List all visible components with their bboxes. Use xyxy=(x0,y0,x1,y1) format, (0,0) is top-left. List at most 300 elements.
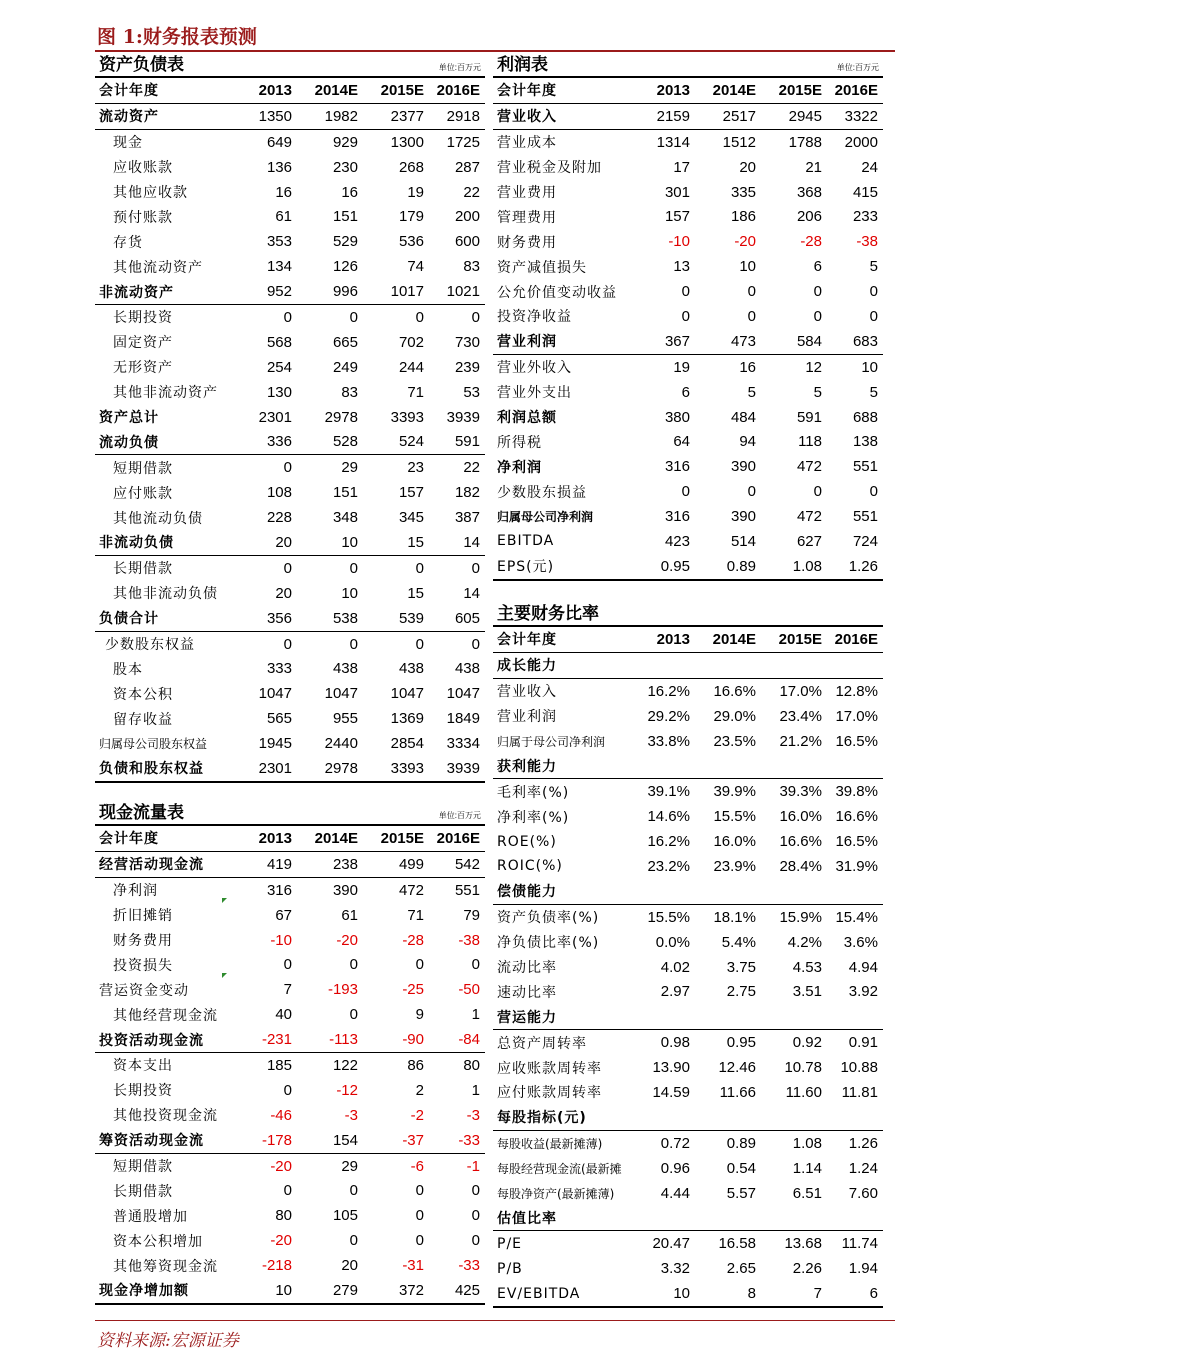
row-value: 16.2% xyxy=(647,682,690,700)
table-row xyxy=(95,656,485,681)
row-label: 营运能力 xyxy=(493,1004,633,1029)
row-value: 185 xyxy=(266,1056,292,1074)
cash-flow-table xyxy=(95,826,485,1305)
header-year: 2015E xyxy=(761,627,827,652)
row-value: 1.94 xyxy=(848,1260,878,1278)
table-row xyxy=(95,180,485,205)
row-value: 0 xyxy=(349,559,358,577)
row-value: 1021 xyxy=(429,279,485,304)
row-value: 473 xyxy=(695,329,761,354)
row-label: 营运资金变动 xyxy=(99,982,189,999)
income-statement-unit: 单位:百万元 xyxy=(836,63,879,72)
row-value: 2301 xyxy=(235,756,297,782)
row-value: -20 xyxy=(734,233,756,251)
row-value: 0.98 xyxy=(660,1034,690,1052)
income-statement-table xyxy=(493,78,883,581)
table-row xyxy=(493,979,883,1004)
cash-flow-unit: 单位:百万元 xyxy=(438,811,481,820)
row-value: 591 xyxy=(429,429,485,454)
row-label: 营业利润 xyxy=(497,709,557,726)
table-row xyxy=(95,355,485,380)
row-value: 0 xyxy=(283,635,292,653)
row-label: EPS(元) xyxy=(493,554,633,580)
income-statement-title: 利润表 xyxy=(497,55,548,75)
row-value: 0 xyxy=(283,459,292,477)
row-value: -1 xyxy=(466,1157,480,1175)
row-value: 61 xyxy=(341,906,358,924)
row-value: 22 xyxy=(463,459,480,477)
row-label: 其他投资现金流 xyxy=(113,1108,218,1125)
row-value: 565 xyxy=(266,710,292,728)
row-label: 获利能力 xyxy=(493,753,633,778)
row-value: 0 xyxy=(813,307,822,325)
row-value: 83 xyxy=(463,258,480,276)
table-row xyxy=(493,1004,883,1029)
row-value: 29.0% xyxy=(713,707,756,725)
row-label: 净负债比率(%) xyxy=(497,935,600,952)
row-value: 1.14 xyxy=(792,1159,822,1177)
row-value: 0 xyxy=(349,1182,358,1200)
row-value: 19 xyxy=(407,183,424,201)
row-label: 应收账款 xyxy=(113,160,173,177)
table-row xyxy=(493,930,883,955)
row-value: 3322 xyxy=(827,103,883,129)
row-label: 经营活动现金流 xyxy=(95,851,235,877)
row-value: 7 xyxy=(761,1281,827,1307)
row-value: 182 xyxy=(454,484,480,502)
row-label: 每股经营现金流(最新摊 xyxy=(497,1161,622,1176)
table-row xyxy=(95,1178,485,1203)
header-year: 2014E xyxy=(297,826,363,851)
row-value: 0 xyxy=(813,283,822,301)
row-value: 2440 xyxy=(324,735,358,753)
row-value: 71 xyxy=(407,906,424,924)
row-value xyxy=(633,879,695,904)
row-value: 0.54 xyxy=(726,1159,756,1177)
row-label: 长期投资 xyxy=(113,1083,173,1100)
row-label: 预付账款 xyxy=(113,209,173,226)
row-value: 0 xyxy=(747,307,756,325)
financial-ratios-header xyxy=(493,601,883,627)
row-value: -20 xyxy=(270,1157,292,1175)
row-value: 1047 xyxy=(258,685,292,703)
row-value: 80 xyxy=(275,1207,292,1225)
table-row xyxy=(95,903,485,928)
row-value: 2 xyxy=(415,1081,424,1099)
row-value: 539 xyxy=(363,606,429,631)
row-value: 529 xyxy=(332,233,358,251)
row-value: 3.51 xyxy=(792,983,822,1001)
row-value: 2.97 xyxy=(660,983,690,1001)
row-label: 非流动负债 xyxy=(95,530,235,555)
header-year: 2016E xyxy=(429,826,485,851)
row-value: 6 xyxy=(681,383,690,401)
table-header-row xyxy=(95,826,485,851)
table-row xyxy=(493,1181,883,1206)
row-value: 7 xyxy=(283,981,292,999)
row-value: 0.89 xyxy=(695,554,761,580)
row-label: 归属母公司股东权益 xyxy=(99,737,208,752)
row-value xyxy=(827,652,883,678)
row-label: 应付账款周转率 xyxy=(497,1085,602,1102)
row-value: 2.75 xyxy=(726,983,756,1001)
table-row xyxy=(95,204,485,229)
row-value: 31.9% xyxy=(835,857,878,875)
row-value: 649 xyxy=(266,133,292,151)
table-row xyxy=(493,405,883,430)
table-row xyxy=(493,354,883,379)
row-value: 0 xyxy=(415,308,424,326)
row-value: -38 xyxy=(458,931,480,949)
row-value: 551 xyxy=(454,881,480,899)
row-value: 268 xyxy=(398,158,424,176)
header-year: 2013 xyxy=(633,78,695,103)
row-value: 179 xyxy=(398,208,424,226)
table-row xyxy=(493,304,883,329)
row-value: 390 xyxy=(730,508,756,526)
table-row xyxy=(493,729,883,754)
table-row xyxy=(95,977,485,1002)
header-label: 会计年度 xyxy=(493,78,633,103)
row-value: -84 xyxy=(429,1027,485,1052)
row-value: 1849 xyxy=(446,710,480,728)
row-value xyxy=(761,1004,827,1029)
row-label: 资产减值损失 xyxy=(497,259,587,276)
row-value: -90 xyxy=(363,1027,429,1052)
table-row xyxy=(95,706,485,731)
row-value: -10 xyxy=(668,233,690,251)
table-row xyxy=(493,504,883,529)
table-row xyxy=(493,103,883,129)
row-value: 425 xyxy=(429,1278,485,1304)
row-label: 每股指标(元) xyxy=(493,1105,633,1130)
row-value: 28.4% xyxy=(779,857,822,875)
row-value: 568 xyxy=(266,333,292,351)
table-row xyxy=(95,1153,485,1178)
row-value: 0 xyxy=(681,483,690,501)
row-value: -38 xyxy=(856,233,878,251)
row-value: 584 xyxy=(761,329,827,354)
row-value: 0.92 xyxy=(792,1034,822,1052)
table-row xyxy=(95,1027,485,1052)
row-value: 249 xyxy=(332,358,358,376)
row-label: 归属于母公司净利润 xyxy=(497,734,606,749)
row-value xyxy=(633,652,695,678)
row-value: -178 xyxy=(235,1128,297,1153)
row-value: 14.6% xyxy=(647,808,690,826)
table-row xyxy=(493,155,883,180)
row-value xyxy=(827,753,883,778)
row-value: 1300 xyxy=(390,133,424,151)
row-value: 154 xyxy=(297,1128,363,1153)
row-value: 11.60 xyxy=(785,1083,822,1101)
row-value: 2978 xyxy=(297,756,363,782)
row-value: 1788 xyxy=(788,133,822,151)
row-value: 387 xyxy=(454,509,480,527)
row-value: 423 xyxy=(664,532,690,550)
row-value: 0 xyxy=(283,308,292,326)
income-statement xyxy=(493,52,883,581)
row-label: 存货 xyxy=(113,234,143,251)
row-label: 普通股增加 xyxy=(113,1208,188,1225)
table-row xyxy=(493,180,883,205)
row-value: 233 xyxy=(852,208,878,226)
row-value: 1314 xyxy=(656,133,690,151)
row-value: 438 xyxy=(454,660,480,678)
row-value: 39.9% xyxy=(713,783,756,801)
row-value xyxy=(695,652,761,678)
row-value: 1.24 xyxy=(848,1159,878,1177)
balance-sheet xyxy=(95,52,485,783)
table-row xyxy=(493,1130,883,1155)
row-value: 372 xyxy=(363,1278,429,1304)
figure-title: 图 1:财务报表预测 xyxy=(97,26,257,48)
row-value: 8 xyxy=(695,1281,761,1307)
row-value: 301 xyxy=(664,183,690,201)
row-value: 353 xyxy=(266,233,292,251)
row-value: 16 xyxy=(739,358,756,376)
row-value: 0 xyxy=(471,1232,480,1250)
row-value: 1.08 xyxy=(761,554,827,580)
table-row xyxy=(95,229,485,254)
row-value: 279 xyxy=(297,1278,363,1304)
row-value: 0 xyxy=(681,283,690,301)
row-value: -50 xyxy=(458,981,480,999)
row-value: 0 xyxy=(415,1182,424,1200)
row-value: 94 xyxy=(739,433,756,451)
row-value: 16.6% xyxy=(835,808,878,826)
row-value: -3 xyxy=(344,1106,358,1124)
row-value: 6 xyxy=(813,258,822,276)
row-value: 39.8% xyxy=(835,783,878,801)
row-value: 542 xyxy=(429,851,485,877)
table-row xyxy=(95,380,485,405)
row-value: 108 xyxy=(266,484,292,502)
row-value: 0 xyxy=(283,1081,292,1099)
row-value: 10 xyxy=(861,358,878,376)
row-value: 0.95 xyxy=(633,554,695,580)
row-value: -46 xyxy=(270,1106,292,1124)
table-row xyxy=(493,854,883,879)
row-value: 3.6% xyxy=(843,933,878,951)
row-value: -3 xyxy=(466,1106,480,1124)
row-value: 0 xyxy=(471,308,480,326)
header-year: 2013 xyxy=(633,627,695,652)
row-value: 16.6% xyxy=(779,833,822,851)
row-value: 1017 xyxy=(363,279,429,304)
header-year: 2016E xyxy=(429,78,485,103)
table-row xyxy=(493,380,883,405)
row-value: 335 xyxy=(730,183,756,201)
row-value xyxy=(761,1105,827,1130)
row-label: 负债合计 xyxy=(95,606,235,631)
row-value: 316 xyxy=(664,458,690,476)
row-label: 少数股东损益 xyxy=(497,484,587,501)
row-value: 0 xyxy=(415,559,424,577)
row-value: 1047 xyxy=(446,685,480,703)
row-label: 营业成本 xyxy=(497,135,557,152)
row-value xyxy=(827,1004,883,1029)
row-value: 1982 xyxy=(297,103,363,129)
row-value: 472 xyxy=(796,458,822,476)
row-value: 53 xyxy=(463,383,480,401)
row-value: 20 xyxy=(739,158,756,176)
row-value: 10 xyxy=(739,258,756,276)
row-value: 14 xyxy=(429,530,485,555)
row-label: 所得税 xyxy=(497,434,542,451)
row-value: 345 xyxy=(398,509,424,527)
table-row xyxy=(493,1105,883,1130)
header-label: 会计年度 xyxy=(95,78,235,103)
row-value: 18.1% xyxy=(713,908,756,926)
row-value: 14.59 xyxy=(652,1083,690,1101)
row-value: 316 xyxy=(266,881,292,899)
row-value: 438 xyxy=(332,660,358,678)
row-value: 5.4% xyxy=(721,933,756,951)
row-value: 10 xyxy=(297,530,363,555)
row-value: 2945 xyxy=(761,103,827,129)
row-value: 1 xyxy=(471,1006,480,1024)
row-label: 速动比率 xyxy=(497,984,557,1001)
row-value: 254 xyxy=(266,358,292,376)
row-value: 23.5% xyxy=(713,732,756,750)
row-value xyxy=(695,1004,761,1029)
row-value: 10 xyxy=(341,584,358,602)
table-row xyxy=(95,928,485,953)
table-row xyxy=(95,606,485,631)
balance-sheet-header xyxy=(95,52,485,78)
row-label: 非流动资产 xyxy=(95,279,235,304)
row-value: 157 xyxy=(398,484,424,502)
row-label: 投资活动现金流 xyxy=(95,1027,235,1052)
row-value: -193 xyxy=(327,981,358,999)
row-value xyxy=(695,1205,761,1230)
row-value: 1047 xyxy=(390,685,424,703)
row-value: 10 xyxy=(633,1281,695,1307)
table-row xyxy=(493,554,883,580)
source-note: 资料来源:宏源证券 xyxy=(97,1331,239,1351)
row-value xyxy=(695,879,761,904)
table-header-row xyxy=(493,78,883,103)
row-value: 17.0% xyxy=(835,707,878,725)
row-value: 551 xyxy=(852,458,878,476)
row-value: 151 xyxy=(332,484,358,502)
row-value: 528 xyxy=(297,429,363,454)
table-row xyxy=(493,779,883,804)
table-row xyxy=(95,731,485,756)
row-value: 40 xyxy=(275,1006,292,1024)
row-value: 10 xyxy=(235,1278,297,1304)
row-value: 2301 xyxy=(258,408,292,426)
table-row xyxy=(493,279,883,304)
table-row xyxy=(95,1002,485,1027)
row-label: 营业收入 xyxy=(493,103,633,129)
row-value: 996 xyxy=(297,279,363,304)
row-value: 61 xyxy=(275,208,292,226)
row-value: 6.51 xyxy=(792,1184,822,1202)
row-label: 其他流动资产 xyxy=(113,259,203,276)
row-value: 39.1% xyxy=(647,783,690,801)
row-value: 0 xyxy=(283,956,292,974)
row-value: 12.8% xyxy=(835,682,878,700)
row-value: 13 xyxy=(673,258,690,276)
row-value: 4.94 xyxy=(848,958,878,976)
row-value: 23.2% xyxy=(647,857,690,875)
row-value: 23 xyxy=(407,459,424,477)
row-value: 16.2% xyxy=(647,833,690,851)
row-value: 524 xyxy=(363,429,429,454)
row-label: 现金净增加额 xyxy=(95,1278,235,1304)
table-row xyxy=(95,155,485,180)
row-label: 负债和股东权益 xyxy=(95,756,235,782)
row-label: 每股净资产(最新摊薄) xyxy=(497,1186,615,1201)
row-value: 230 xyxy=(332,158,358,176)
table-row xyxy=(95,1253,485,1278)
table-row xyxy=(493,479,883,504)
table-row xyxy=(493,454,883,479)
bottom-rule xyxy=(95,1320,895,1321)
row-label: 公允价值变动收益 xyxy=(497,284,617,301)
row-value: 0 xyxy=(813,483,822,501)
row-value: 627 xyxy=(796,532,822,550)
row-value: 688 xyxy=(852,408,878,426)
row-value xyxy=(695,753,761,778)
row-value: 10.78 xyxy=(784,1059,822,1077)
financial-ratios-table xyxy=(493,627,883,1308)
row-value: 538 xyxy=(297,606,363,631)
table-row xyxy=(95,952,485,977)
row-value: 0.95 xyxy=(726,1034,756,1052)
table-row xyxy=(95,530,485,555)
balance-sheet-table xyxy=(95,78,485,783)
row-value: -31 xyxy=(402,1257,424,1275)
row-value: 14 xyxy=(463,584,480,602)
row-value: 23.9% xyxy=(713,857,756,875)
row-value: 0 xyxy=(471,1207,480,1225)
row-label: 其他应收款 xyxy=(113,185,188,201)
table-header-row xyxy=(493,627,883,652)
row-value: 3.92 xyxy=(848,983,878,1001)
row-label: 短期借款 xyxy=(113,1159,173,1176)
row-label: 营业外支出 xyxy=(497,385,572,402)
row-value: 118 xyxy=(798,433,822,451)
row-value: 15 xyxy=(407,584,424,602)
row-value xyxy=(633,753,695,778)
row-value: 6 xyxy=(827,1281,883,1307)
row-value: 514 xyxy=(730,532,756,550)
row-value: 126 xyxy=(332,258,358,276)
row-value: 0 xyxy=(349,956,358,974)
row-value: 952 xyxy=(235,279,297,304)
row-value: -113 xyxy=(297,1027,363,1052)
table-row xyxy=(493,704,883,729)
row-value: 20 xyxy=(275,584,292,602)
row-value: -37 xyxy=(363,1128,429,1153)
header-year: 2015E xyxy=(761,78,827,103)
row-value: 0.89 xyxy=(726,1134,756,1152)
row-value: 16.6% xyxy=(713,682,756,700)
row-value xyxy=(761,753,827,778)
row-value: 0 xyxy=(415,956,424,974)
row-label: 营业税金及附加 xyxy=(497,160,602,177)
row-value: 0 xyxy=(415,1232,424,1250)
row-value: 67 xyxy=(275,906,292,924)
row-value: 16.5% xyxy=(835,833,878,851)
row-value: 438 xyxy=(398,660,424,678)
row-value: 5 xyxy=(869,383,878,401)
row-label: 应付账款 xyxy=(113,485,173,502)
table-row xyxy=(95,103,485,129)
